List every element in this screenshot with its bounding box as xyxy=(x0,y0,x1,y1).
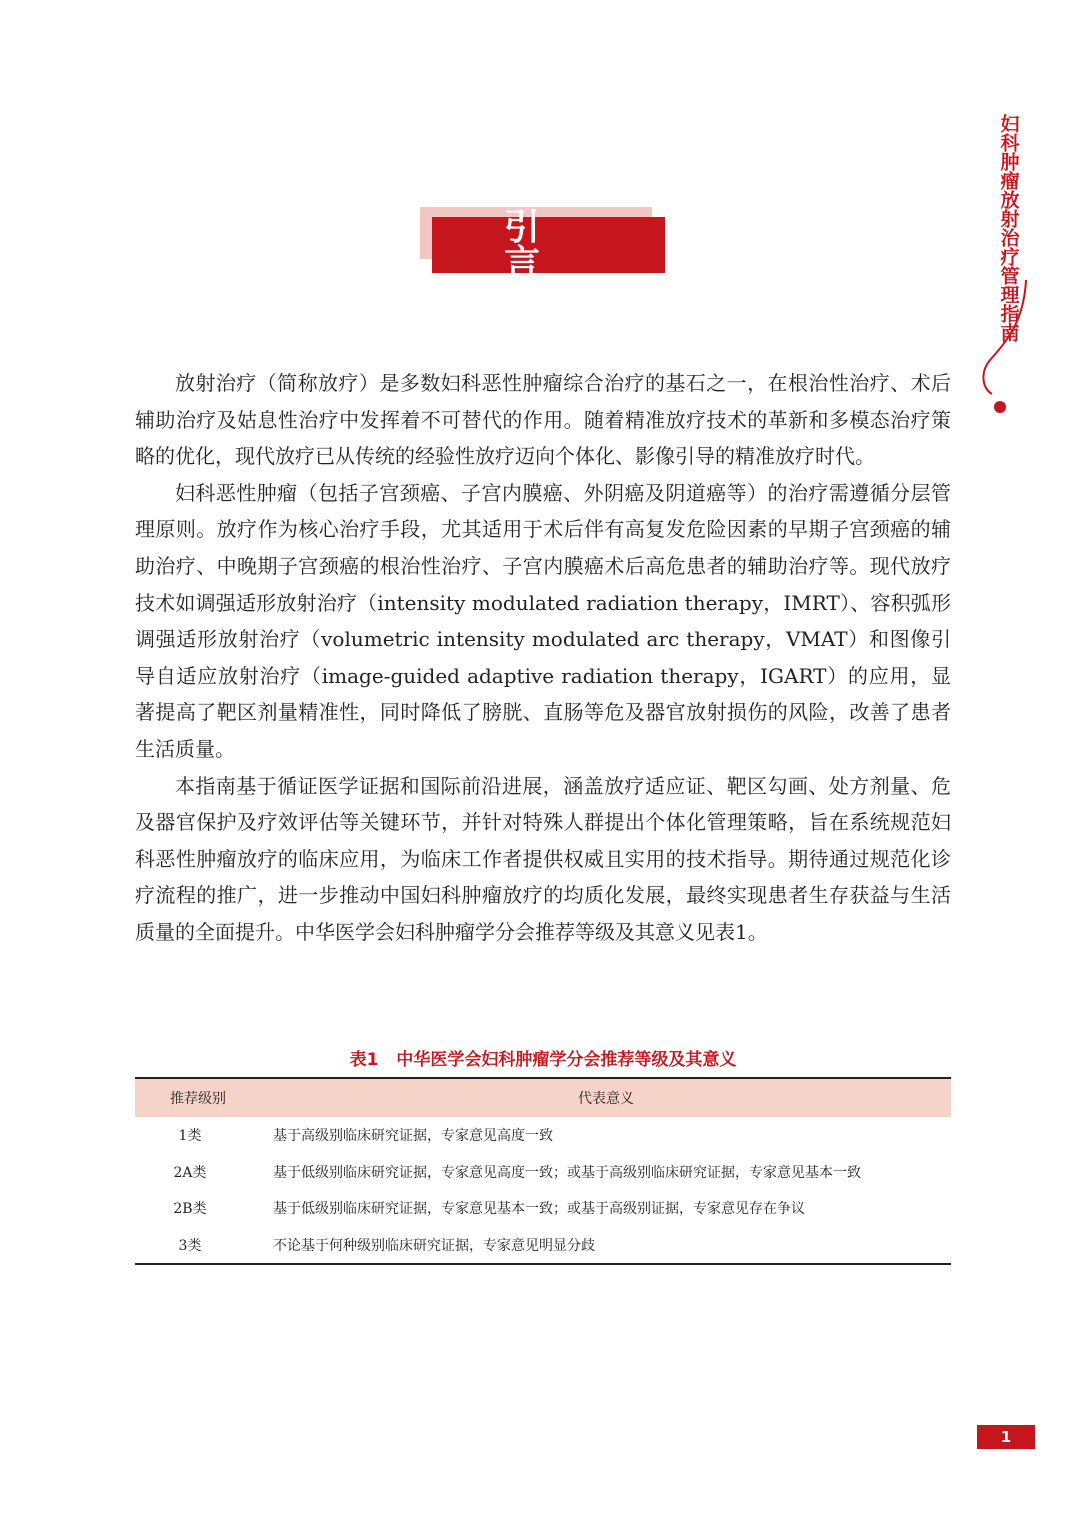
recommendation-table xyxy=(135,1077,951,1265)
page-number: 1 xyxy=(977,1425,1035,1449)
table-row xyxy=(135,1227,951,1265)
chapter-heading-text: 引言 xyxy=(504,206,613,284)
paragraph: 放射治疗（简称放疗）是多数妇科恶性肿瘤综合治疗的基石之一，在根治性治疗、术后辅助治疗及姑息性治疗中发挥着不可替代的作用。随着精准放疗技术的革新和多模态治疗策略的优化，现代放疗已从传统的经验性放疗迈向个体化、影像引导的精准放疗时代。 xyxy=(135,371,951,469)
paragraph: 本指南基于循证医学证据和国际前沿进展，涵盖放疗适应证、靶区勾画、处方剂量、危及器官保护及疗效评估等关键环节，并针对特殊人群提出个体化管理策略，旨在系统规范妇科恶性肿瘤放疗的临床应用，为临床工作者提供权威且实用的技术指导。期待通过规范化诊疗流程的推广，进一步推动中国妇科肿瘤放疗的均质化发展，最终实现患者生存获益与生活质量的全面提升。中华医学会妇科肿瘤学分会推荐等级及其意义见表1。 xyxy=(135,773,951,944)
table-cell-level: 2B类 xyxy=(173,1201,207,1218)
decorative-curve-icon xyxy=(978,280,1038,420)
table-caption-number: 表1 xyxy=(349,1050,379,1070)
table-cell-meaning: 基于低级别临床研究证据，专家意见基本一致；或基于高级别证据，专家意见存在争议 xyxy=(273,1201,805,1218)
table-cell-meaning: 基于低级别临床研究证据，专家意见高度一致；或基于高级别临床研究证据，专家意见基本一致 xyxy=(273,1164,861,1181)
table-cell-level: 2A类 xyxy=(173,1164,207,1181)
table-header-row xyxy=(135,1078,951,1117)
table-row xyxy=(135,1154,951,1191)
table-cell-meaning: 不论基于何种级别临床研究证据，专家意见明显分歧 xyxy=(273,1237,595,1254)
paragraph: 妇科恶性肿瘤（包括子宫颈癌、子宫内膜癌、外阴癌及阴道癌等）的治疗需遵循分层管理原则。放疗作为核心治疗手段，尤其适用于术后伴有高复发危险因素的早期子宫颈癌的辅助治疗、中晚期子宫颈癌的根治性治疗、子宫内膜癌术后高危患者的辅助治疗等。现代放疗技术如调强适形放射治疗（intensity modulated radiation therapy，IMRT）、容积弧形调强适形放射治疗（volumetric intensity modulated arc therapy，VMAT）和图像引导自适应放射治疗（image-guided adaptive radiation therapy，IGART）的应用，显著提高了靶区剂量精准性，同时降低了膀胱、直肠等危及器官放射损伤的风险，改善了患者生活质量。 xyxy=(135,480,951,761)
table-header-cell: 代表意义 xyxy=(578,1091,634,1107)
table-caption-title: 中华医学会妇科肿瘤学分会推荐等级及其意义 xyxy=(396,1050,737,1070)
table-cell-meaning: 基于高级别临床研究证据，专家意见高度一致 xyxy=(273,1128,553,1145)
table-header-cell: 推荐级别 xyxy=(170,1091,226,1107)
body-text xyxy=(135,365,951,951)
table-row xyxy=(135,1117,951,1154)
running-title-text: 妇科肿瘤放射治疗管理指南 xyxy=(997,114,1020,342)
table-caption xyxy=(135,1045,951,1070)
table-row xyxy=(135,1190,951,1227)
chapter-heading xyxy=(420,206,665,284)
table-cell-level: 3类 xyxy=(178,1237,202,1254)
chapter-heading-box xyxy=(432,206,665,284)
table-cell-level: 1类 xyxy=(178,1128,202,1145)
